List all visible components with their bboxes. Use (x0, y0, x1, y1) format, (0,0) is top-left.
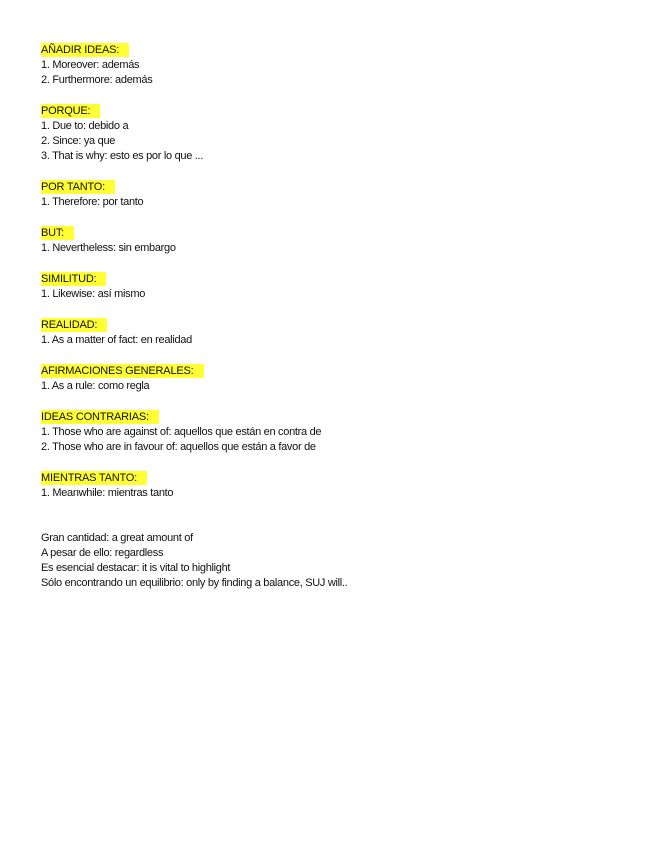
list-item: 1. Therefore: por tanto (41, 196, 144, 208)
list-item: 1. As a matter of fact: en realidad (41, 334, 192, 346)
list-item: 1. Nevertheless: sin embargo (41, 242, 176, 254)
list-item: 2. Those who are in favour of: aquellos que están a favor de (41, 441, 316, 453)
section-heading: REALIDAD: (41, 318, 107, 332)
extra-phrase: A pesar de ello: regardless (41, 547, 164, 559)
list-item: 2. Since: ya que (41, 135, 116, 147)
document-page (41, 40, 621, 591)
section-heading: AFIRMACIONES GENERALES: (41, 364, 204, 378)
section-por-tanto (41, 177, 621, 210)
section-heading: IDEAS CONTRARIAS: (41, 410, 159, 424)
section-porque (41, 101, 621, 164)
list-item: 3. That is why: esto es por lo que ... (41, 150, 204, 162)
extra-phrase: Es esencial destacar: it is vital to highlight (41, 562, 231, 574)
list-item: 1. Meanwhile: mientras tanto (41, 487, 174, 499)
list-item: 2. Furthermore: además (41, 74, 153, 86)
list-item: 1. Those who are against of: aquellos que están en contra de (41, 426, 322, 438)
section-anadir-ideas (41, 40, 621, 88)
list-item: 1. Due to: debido a (41, 120, 129, 132)
section-heading: PORQUE: (41, 104, 100, 118)
section-heading: POR TANTO: (41, 180, 115, 194)
section-realidad (41, 315, 621, 348)
list-item: 1. Moreover: además (41, 59, 140, 71)
section-but (41, 223, 621, 256)
list-item: 1. Likewise: así mismo (41, 288, 146, 300)
section-heading: MIENTRAS TANTO: (41, 471, 147, 485)
extra-phrase: Gran cantidad: a great amount of (41, 532, 193, 544)
list-item: 1. As a rule: como regla (41, 380, 150, 392)
section-heading: SIMILITUD: (41, 272, 106, 286)
extra-phrases (41, 531, 621, 591)
section-similitud (41, 269, 621, 302)
section-heading: AÑADIR IDEAS: (41, 43, 129, 57)
extra-phrase: Sólo encontrando un equilibrio: only by finding a balance, SUJ will.. (41, 577, 348, 589)
section-mientras-tanto (41, 468, 621, 501)
section-afirmaciones-generales (41, 361, 621, 394)
section-heading: BUT: (41, 226, 74, 240)
section-ideas-contrarias (41, 407, 621, 455)
